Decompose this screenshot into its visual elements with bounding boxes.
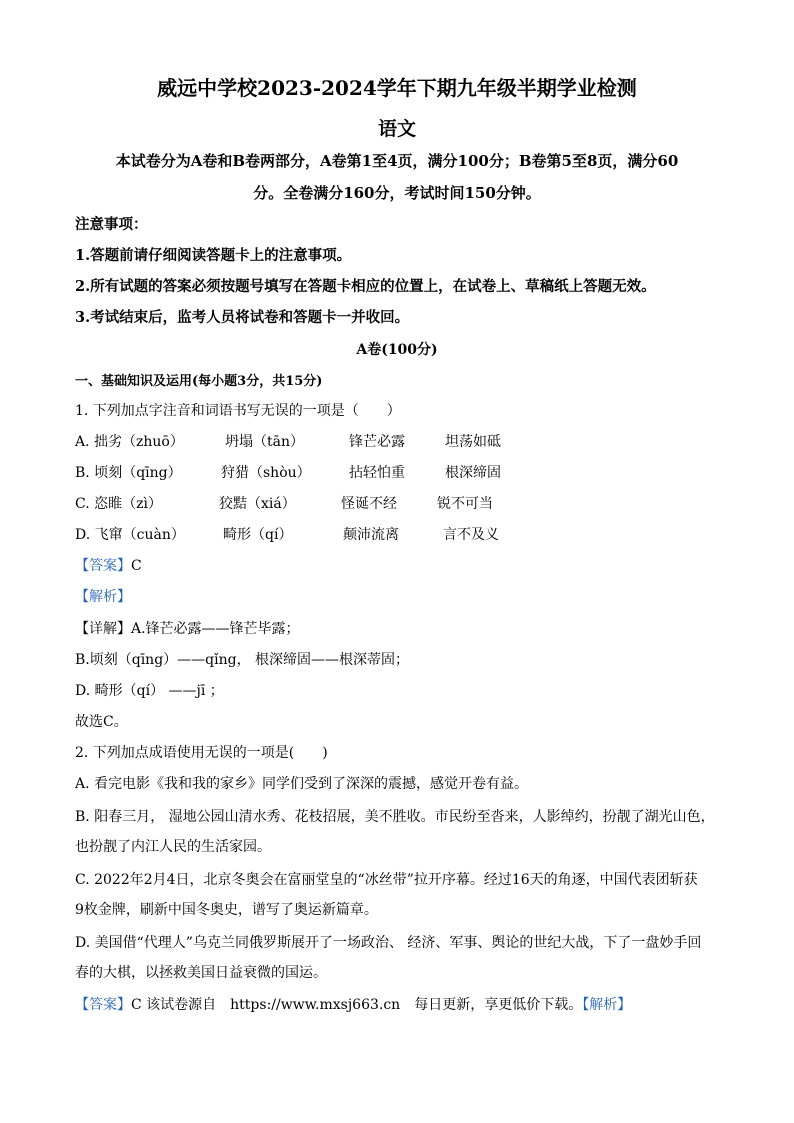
subject-title: 语文 [377, 118, 416, 140]
notice-heading: 注意事项： [75, 216, 148, 233]
intro-line-1: 本试卷分为A卷和B卷两部分，A卷第1至4页，满分100分；B卷第5至8页，满分60 [115, 152, 679, 170]
section-1-heading: 一、基础知识及运用(每小题3分，共15分) [75, 374, 323, 389]
option-text: 坍塌（tān） [225, 434, 304, 450]
answer-value: C [131, 558, 142, 574]
notice-item-2: 2.所有试题的答案必须按题号填写在答题卡相应的位置上，在试卷上、草稿纸上答题无效。 [75, 278, 656, 295]
option-text: 怪诞不经 [341, 496, 397, 512]
exam-title: 威远中学校2023-2024学年下期九年级半期学业检测 [157, 76, 637, 100]
option-text: C. 恣睢（zì） [75, 496, 162, 512]
option-text: 颠沛流离 [343, 527, 399, 543]
q1-analysis-label: 【解析】 [75, 589, 131, 605]
option-text: 锐不可当 [437, 496, 493, 512]
option-text: B. 顷刻（qīng） [75, 465, 182, 481]
q2-option-d-line-2: 春的大棋，以拯救美国日益衰微的国运。 [75, 965, 327, 981]
q2-option-d-line-1: D. 美国借“代理人”乌克兰同俄罗斯展开了一场政治、 经济、军事、舆论的世纪大战，下了一盘妙手回 [75, 935, 702, 951]
option-text: 言不及义 [443, 527, 499, 543]
option-text: 锋芒必露 [349, 434, 405, 450]
q2-answer [75, 994, 631, 1014]
q2-stem: 2. 下列加点成语使用无误的一项是( ) [75, 745, 328, 761]
option-text: 拈轻怕重 [349, 465, 405, 481]
option-text: 根深缔固 [445, 465, 501, 481]
option-text: 狩猎（shòu） [221, 465, 311, 481]
q2-option-b-line-1: B. 阳春三月， 湿地公园山清水秀、花枝招展，美不胜收。市民纷至沓来，人影绰约，扮靓了湖光山色， [75, 809, 715, 825]
answer-value: C 该试卷源自 https://www.mxsj663.cn 每日更新，享更低价下载。 [131, 997, 583, 1013]
q2-option-a: A. 看完电影《我和我的家乡》同学们受到了深深的震撼，感觉开卷有益。 [75, 776, 529, 792]
option-text: 畸形（qí） [223, 527, 293, 543]
q2-option-c-line-1: C. 2022年2月4日，北京冬奥会在富丽堂皇的“冰丝带”拉开序幕。经过16天的角逐，中国代表团斩获 [75, 872, 698, 888]
volume-a-heading: A卷(100分) [356, 342, 438, 358]
q2-option-c-line-2: 9枚金牌，刷新中国冬奥史，谱写了奥运新篇章。 [75, 902, 378, 918]
option-text: D. 飞窜（cuàn） [75, 527, 185, 543]
option-text: 坦荡如砥 [445, 434, 501, 450]
q1-stem: 1. 下列加点字注音和词语书写无误的一项是（ ） [75, 403, 401, 419]
q1-detail-2: B.顷刻（qīng）——qǐng， 根深缔固——根深蒂固； [75, 652, 410, 668]
notice-item-3: 3.考试结束后，监考人员将试卷和答题卡一并收回。 [75, 309, 410, 326]
q2-option-b-line-2: 也扮靓了内江人民的生活家园。 [75, 839, 271, 855]
answer-label: 【答案】 [75, 997, 131, 1013]
analysis-label: 【解析】 [582, 997, 632, 1013]
q1-answer [75, 555, 142, 575]
option-text: A. 拙劣（zhuō） [75, 434, 184, 450]
q1-detail-1: 【详解】A.锋芒必露——锋芒毕露； [75, 621, 300, 637]
q1-detail-4: 故选C。 [75, 714, 128, 730]
option-text: 狡黠（xiá） [219, 496, 296, 512]
intro-line-2: 分。全卷满分160分，考试时间150分钟。 [253, 184, 541, 202]
notice-item-1: 1.答题前请仔细阅读答题卡上的注意事项。 [75, 247, 352, 264]
answer-label: 【答案】 [75, 558, 131, 574]
q1-detail-3: D. 畸形（qí） ——jī ； [75, 683, 224, 699]
